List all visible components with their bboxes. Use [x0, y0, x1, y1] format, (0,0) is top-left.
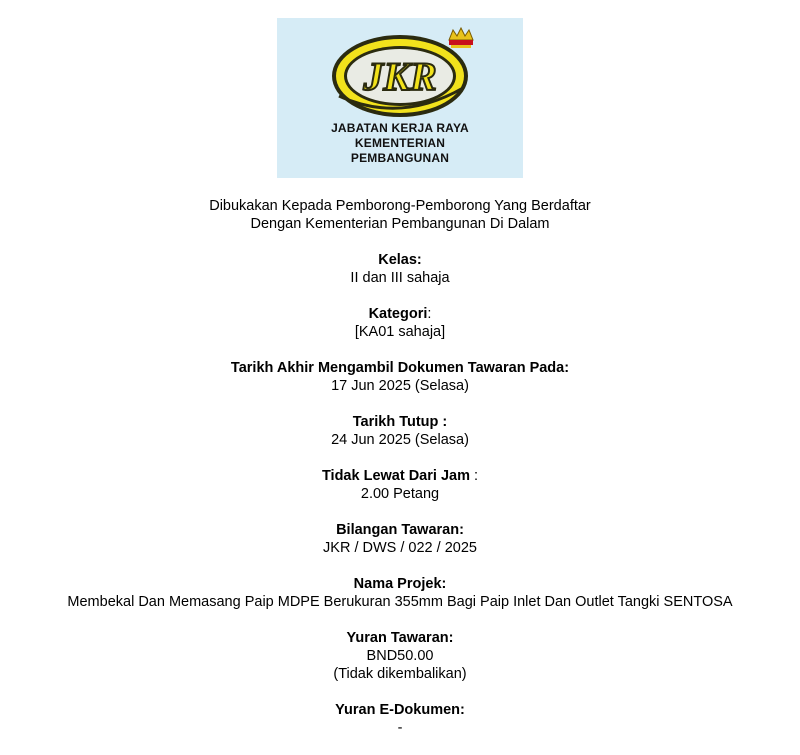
- intro-section: [0, 197, 800, 233]
- kelas-section: [0, 251, 800, 287]
- nama-projek-section: [0, 575, 800, 611]
- kelas-value: II dan III sahaja: [350, 270, 450, 286]
- tarikh-tutup-section: [0, 413, 800, 449]
- bilangan-label: Bilangan Tawaran:: [336, 522, 464, 538]
- yuran-edokumen-value: -: [397, 720, 403, 736]
- tidak-lewat-label: Tidak Lewat Dari Jam: [321, 468, 470, 484]
- logo-caption-line-3: PEMBANGUNAN: [350, 151, 450, 165]
- logo-caption-line-2: KEMENTERIAN: [354, 136, 446, 150]
- nama-projek-label: Nama Projek:: [353, 576, 447, 592]
- kelas-label: Kelas:: [378, 252, 422, 268]
- tarikh-tutup-value: 24 Jun 2025 (Selasa): [331, 432, 469, 448]
- tarikh-akhir-section: [0, 359, 800, 395]
- kategori-label: Kategori: [368, 306, 428, 322]
- kategori-colon: :: [427, 306, 432, 322]
- jkr-logo: [277, 18, 523, 178]
- yuran-edokumen-section: [0, 701, 800, 737]
- yuran-tawaran-label: Yuran Tawaran:: [346, 630, 454, 646]
- tidak-lewat-value: 2.00 Petang: [360, 486, 440, 502]
- tarikh-akhir-label: Tarikh Akhir Mengambil Dokumen Tawaran Pada:: [230, 360, 570, 376]
- yuran-tawaran-note: (Tidak dikembalikan): [333, 666, 467, 682]
- kategori-section: [0, 305, 800, 341]
- yuran-tawaran-section: [0, 629, 800, 683]
- intro-line-1: Dibukakan Kepada Pemborong-Pemborong Yang Berdaftar: [209, 198, 591, 214]
- tidak-lewat-colon: :: [469, 468, 479, 484]
- crown-icon: [449, 28, 473, 48]
- tidak-lewat-section: [0, 467, 800, 503]
- logo-caption-line-1: JABATAN KERJA RAYA: [331, 121, 469, 135]
- yuran-edokumen-label: Yuran E-Dokumen:: [335, 702, 465, 718]
- bilangan-section: [0, 521, 800, 557]
- yuran-tawaran-value: BND50.00: [366, 648, 434, 664]
- jkr-monogram: JKR: [363, 54, 437, 99]
- tender-notice: [0, 197, 800, 755]
- bilangan-value: JKR / DWS / 022 / 2025: [323, 540, 477, 556]
- tarikh-akhir-value: 17 Jun 2025 (Selasa): [331, 378, 469, 394]
- intro-line-2: Dengan Kementerian Pembangunan Di Dalam: [250, 216, 550, 232]
- jkr-emblem: [277, 18, 523, 128]
- nama-projek-value: Membekal Dan Memasang Paip MDPE Berukuran 355mm Bagi Paip Inlet Dan Outlet Tangki SENTOSA: [67, 594, 733, 610]
- kategori-value: [KA01 sahaja]: [354, 324, 446, 340]
- tarikh-tutup-label: Tarikh Tutup :: [352, 414, 448, 430]
